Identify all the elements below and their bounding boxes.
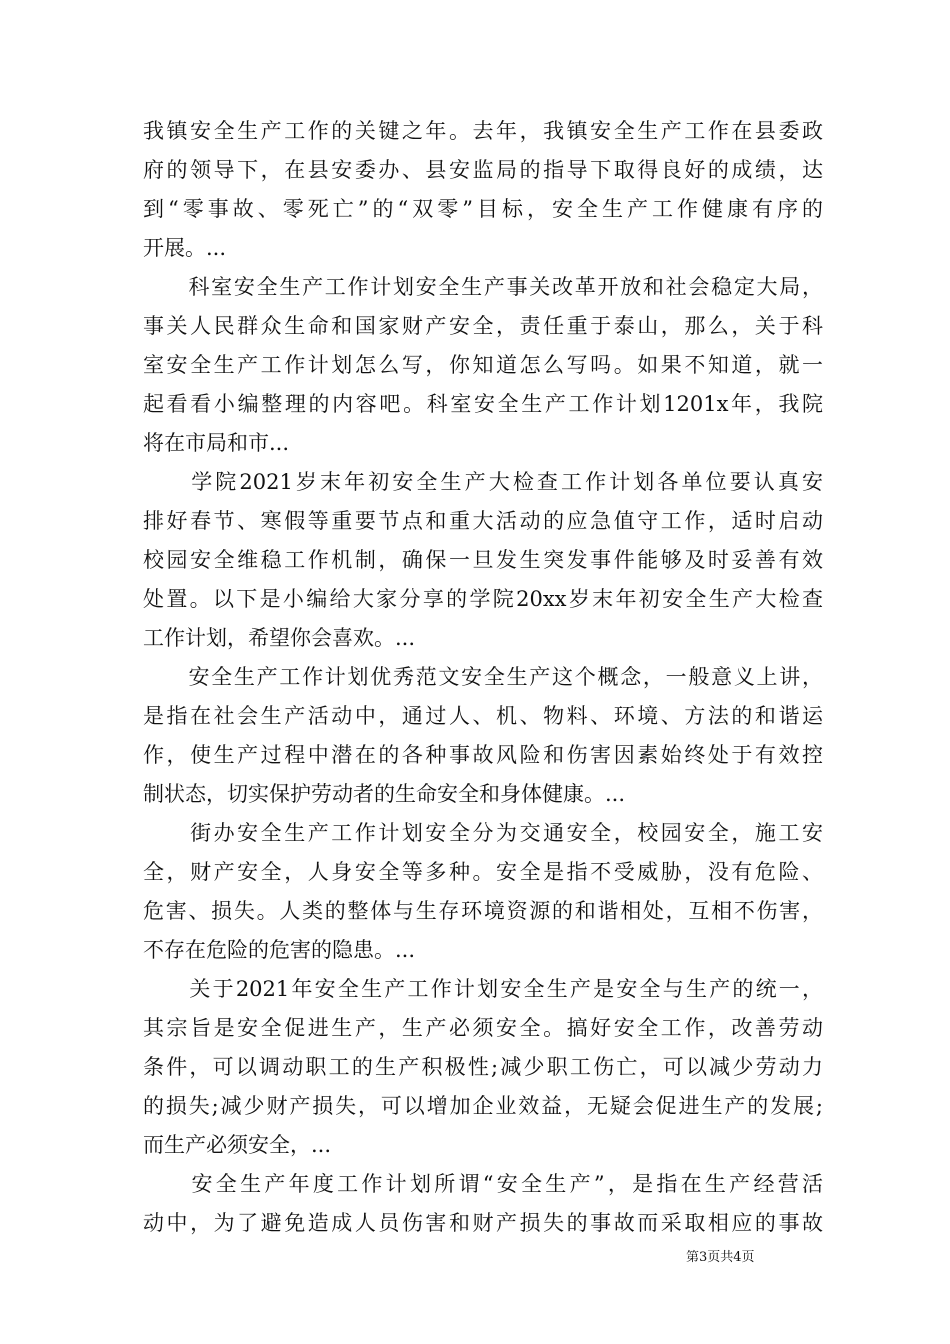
text-line: 而生产必须安全，... xyxy=(143,1133,332,1157)
text-line: 开展。... xyxy=(143,236,227,260)
text-line: 条件，可以调动职工的生产积极性;减少职工伤亡，可以减少劳动力 xyxy=(143,1055,823,1079)
text-line: 动中，为了避免造成人员伤害和财产损失的事故而采取相应的事故 xyxy=(143,1211,823,1235)
text-line: 室安全生产工作计划怎么写，你知道怎么写吗。如果不知道，就一 xyxy=(143,353,823,377)
text-line: 府的领导下，在县安委办、县安监局的指导下取得良好的成绩，达 xyxy=(143,158,823,182)
text-line: 到“零事故、零死亡”的“双零”目标，安全生产工作健康有序的 xyxy=(143,197,823,221)
paragraph xyxy=(143,112,823,268)
text-line: 作，使生产过程中潜在的各种事故风险和伤害因素始终处于有效控 xyxy=(143,743,823,767)
text-line: 关于2021年安全生产工作计划安全生产是安全与生产的统一， xyxy=(143,977,823,1001)
paragraph xyxy=(143,463,823,658)
text-line: 全，财产安全，人身安全等多种。安全是指不受威胁，没有危险、 xyxy=(143,860,823,884)
text-line: 安全生产年度工作计划所谓“安全生产”，是指在生产经营活 xyxy=(143,1172,823,1196)
document-body xyxy=(143,112,823,1243)
text-line: 的损失;减少财产损失，可以增加企业效益，无疑会促进生产的发展; xyxy=(143,1094,823,1118)
text-line: 排好春节、寒假等重要节点和重大活动的应急值守工作，适时启动 xyxy=(143,509,823,533)
text-line: 事关人民群众生命和国家财产安全，责任重于泰山，那么，关于科 xyxy=(143,314,823,338)
paragraph xyxy=(143,268,823,463)
text-line: 制状态，切实保护劳动者的生命安全和身体健康。... xyxy=(143,782,626,806)
text-line: 其宗旨是安全促进生产，生产必须安全。搞好安全工作，改善劳动 xyxy=(143,1016,823,1040)
text-line: 不存在危险的危害的隐患。... xyxy=(143,938,416,962)
text-line: 校园安全维稳工作机制，确保一旦发生突发事件能够及时妥善有效 xyxy=(143,548,823,572)
text-line: 起看看小编整理的内容吧。科室安全生产工作计划1201x年，我院 xyxy=(143,392,823,416)
paragraph xyxy=(143,1165,823,1243)
page-number: 第3页共4页 xyxy=(686,1250,755,1265)
text-line: 学院2021岁末年初安全生产大检查工作计划各单位要认真安 xyxy=(143,470,823,494)
text-line: 将在市局和市... xyxy=(143,431,290,455)
paragraph xyxy=(143,970,823,1165)
paragraph xyxy=(143,814,823,970)
text-line: 处置。以下是小编给大家分享的学院20xx岁末年初安全生产大检查 xyxy=(143,587,823,611)
text-line: 安全生产工作计划优秀范文安全生产这个概念，一般意义上讲， xyxy=(143,665,823,689)
text-line: 街办安全生产工作计划安全分为交通安全，校园安全，施工安 xyxy=(143,821,823,845)
text-line: 是指在社会生产活动中，通过人、机、物料、环境、方法的和谐运 xyxy=(143,704,823,728)
text-line: 危害、损失。人类的整体与生存环境资源的和谐相处，互相不伤害， xyxy=(143,899,823,923)
text-line: 科室安全生产工作计划安全生产事关改革开放和社会稳定大局， xyxy=(143,275,823,299)
text-line: 工作计划，希望你会喜欢。... xyxy=(143,626,416,650)
paragraph xyxy=(143,658,823,814)
text-line: 我镇安全生产工作的关键之年。去年，我镇安全生产工作在县委政 xyxy=(143,119,823,143)
